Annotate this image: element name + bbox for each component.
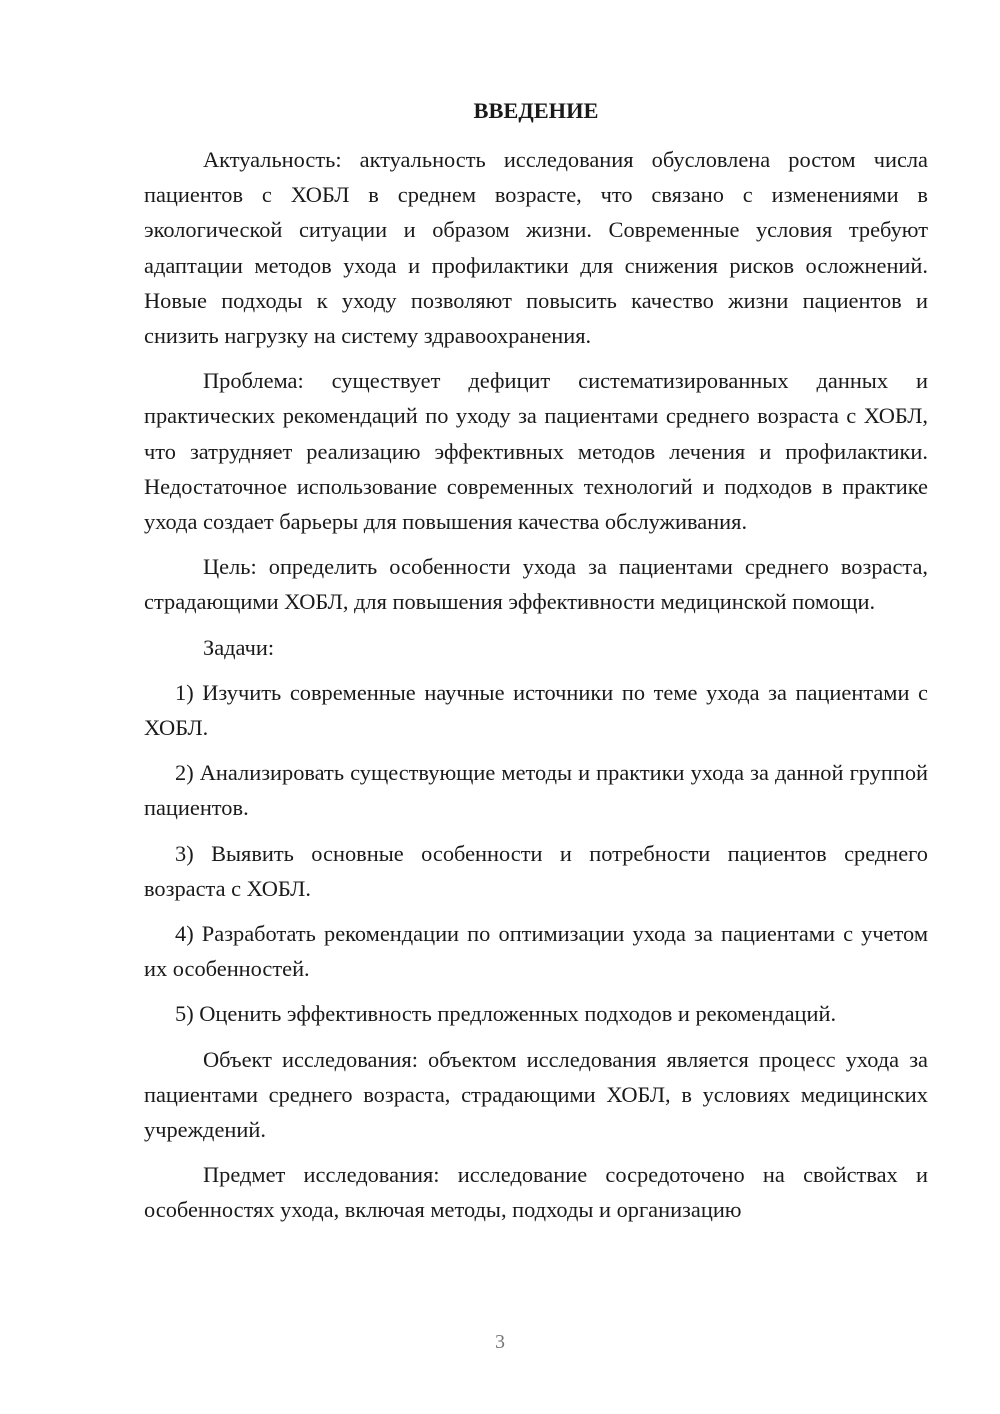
goal-paragraph: Цель: определить особенности ухода за пациентами среднего возраста, страдающими ХОБЛ, для повышения эффективности медицинской помощи.	[144, 554, 928, 615]
section-title: ВВЕДЕНИЕ	[473, 98, 599, 123]
object-paragraph: Объект исследования: объектом исследования является процесс ухода за пациентами среднего возраста, страдающими ХОБЛ, в условиях медицинских учреждений.	[144, 1046, 928, 1143]
tasks-list	[144, 675, 928, 1032]
page-number: 3	[495, 1331, 505, 1353]
task-item-2: 2) Анализировать существующие методы и практики ухода за данной группой пациентов.	[144, 760, 928, 821]
task-item-3: 3) Выявить основные особенности и потребности пациентов среднего возраста с ХОБЛ.	[144, 840, 928, 901]
document-page	[144, 93, 928, 1238]
problem-paragraph: Проблема: существует дефицит систематизированных данных и практических рекомендаций по уходу за пациентами среднего возраста с ХОБЛ, что затрудняет реализацию эффективных методов лечения и профилактики. Недостаточное использование современных технологий и подходов в практике ухода создает барьеры для повышения качества обслуживания.	[144, 368, 928, 535]
subject-paragraph: Предмет исследования: исследование сосредоточено на свойствах и особенностях ухода, включая методы, подходы и организацию	[144, 1162, 928, 1223]
task-item-4: 4) Разработать рекомендации по оптимизации ухода за пациентами с учетом их особенностей.	[144, 921, 928, 982]
tasks-heading: Задачи:	[203, 634, 275, 660]
relevance-paragraph: Актуальность: актуальность исследования обусловлена ростом числа пациентов с ХОБЛ в среднем возрасте, что связано с изменениями в экологической ситуации и образом жизни. Современные условия требуют адаптации методов ухода и профилактики для снижения рисков осложнений. Новые подходы к уходу позволяют повысить качество жизни пациентов и снизить нагрузку на систему здравоохранения.	[144, 147, 928, 349]
task-item-5: 5) Оценить эффективность предложенных подходов и рекомендаций.	[175, 1001, 837, 1027]
task-item-1: 1) Изучить современные научные источники по теме ухода за пациентами с ХОБЛ.	[144, 679, 928, 741]
